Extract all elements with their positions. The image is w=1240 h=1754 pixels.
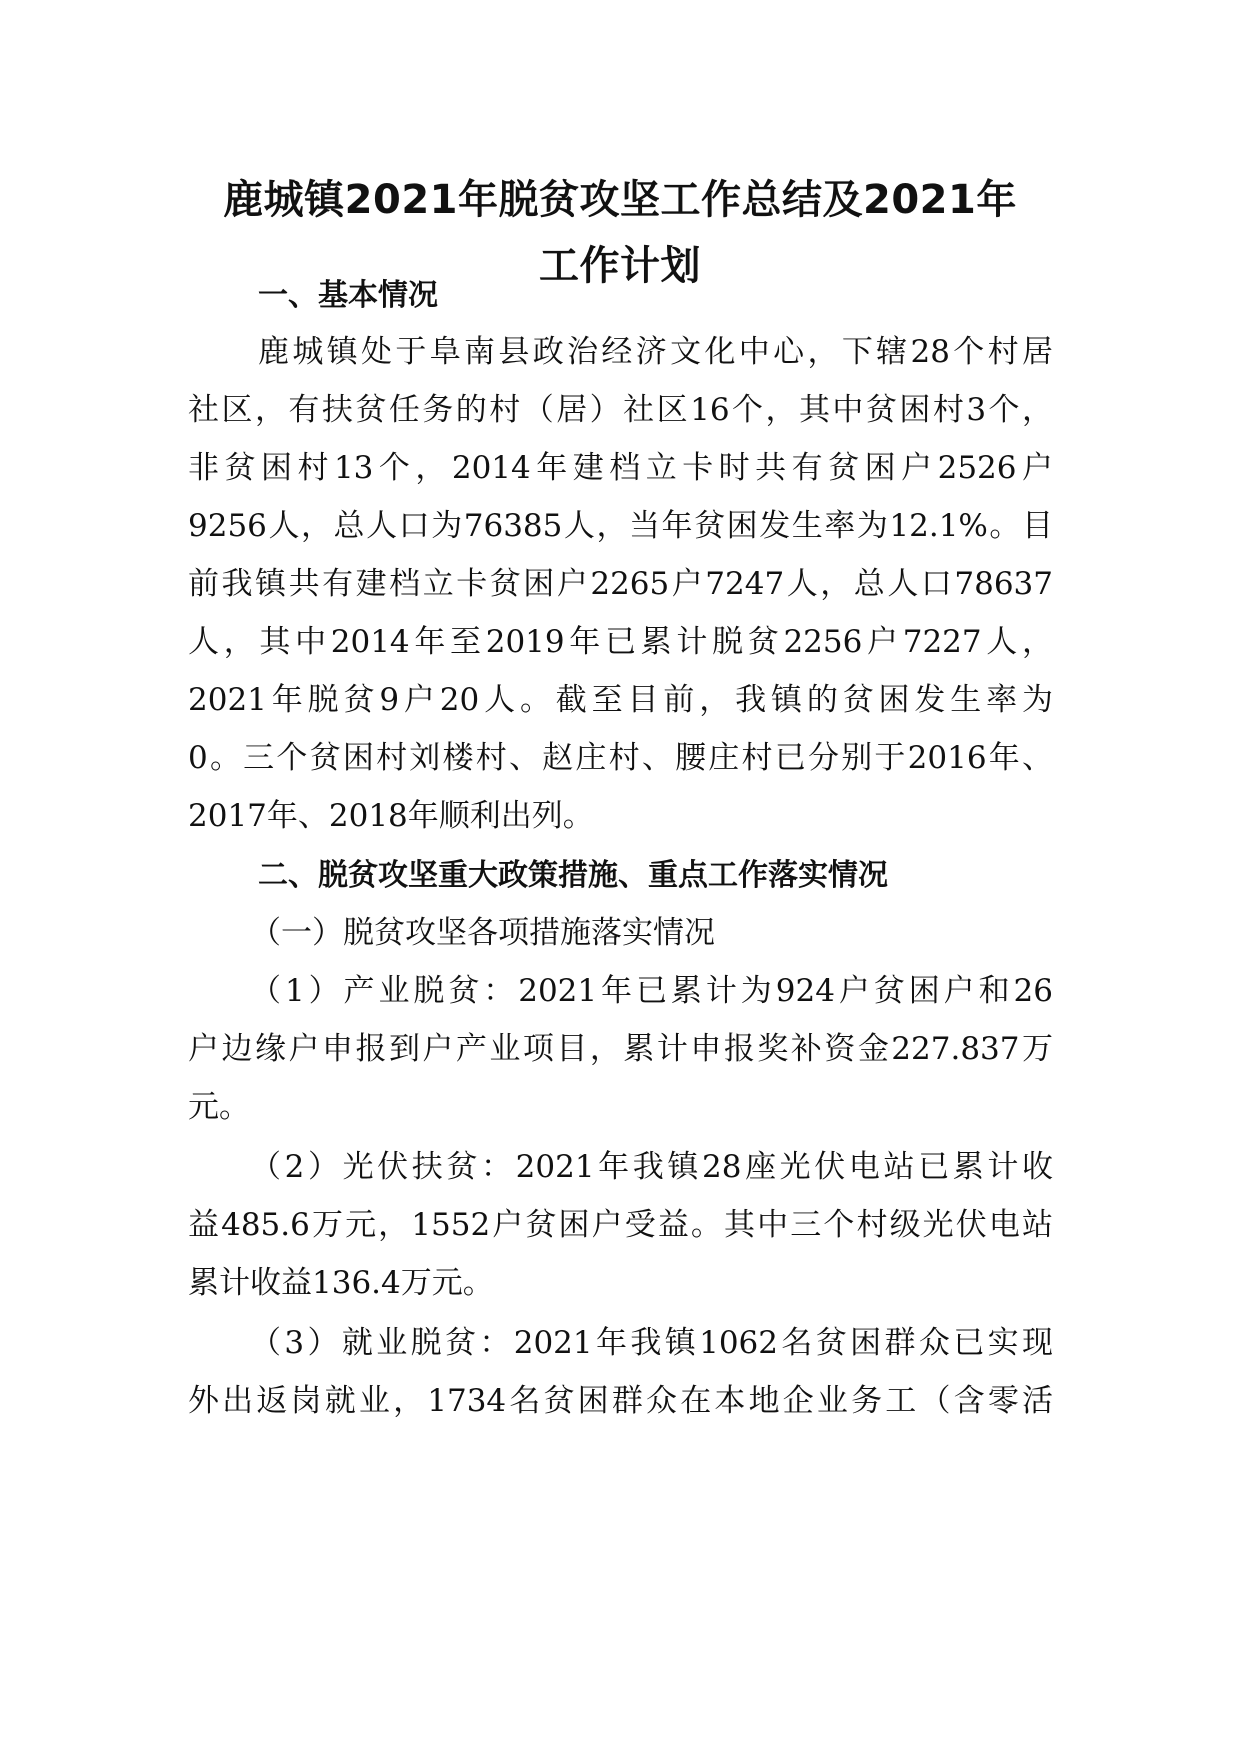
- section-heading-policy-implementation: 二、脱贫攻坚重大政策措施、重点工作落实情况: [258, 858, 888, 893]
- paragraph-line: 前我镇共有建档立卡贫困户2265户7247人，总人口78637: [188, 566, 1053, 602]
- paragraph-line: 0。三个贫困村刘楼村、赵庄村、腰庄村已分别于2016年、: [188, 740, 1053, 776]
- paragraph-line: 9256人，总人口为76385人，当年贫困发生率为12.1%。目: [188, 508, 1053, 544]
- paragraph-line: 非贫困村13个，2014年建档立卡时共有贫困户2526户: [188, 450, 1053, 486]
- paragraph-line: 元。: [188, 1089, 250, 1125]
- subsection-heading: （一）脱贫攻坚各项措施落实情况: [250, 915, 715, 951]
- paragraph-line: （3）就业脱贫：2021年我镇1062名贫困群众已实现: [250, 1325, 1053, 1361]
- paragraph-line: 益485.6万元，1552户贫困户受益。其中三个村级光伏电站: [188, 1207, 1053, 1243]
- paragraph-line: 2017年、2018年顺利出列。: [188, 798, 594, 834]
- paragraph-line: 外出返岗就业，1734名贫困群众在本地企业务工（含零活: [188, 1383, 1053, 1419]
- document-title-line-1: 鹿城镇2021年脱贫攻坚工作总结及2021年: [223, 177, 1017, 223]
- paragraph-line: 社区，有扶贫任务的村（居）社区16个，其中贫困村3个，: [188, 392, 1053, 428]
- paragraph-line: 户边缘户申报到户产业项目，累计申报奖补资金227.837万: [188, 1031, 1053, 1067]
- paragraph-line: 鹿城镇处于阜南县政治经济文化中心，下辖28个村居: [258, 334, 1053, 370]
- paragraph-line: （2）光伏扶贫：2021年我镇28座光伏电站已累计收: [250, 1149, 1053, 1185]
- section-heading-basic-situation: 一、基本情况: [258, 278, 438, 313]
- document-title-line-2: 工作计划: [539, 243, 701, 289]
- paragraph-line: 累计收益136.4万元。: [188, 1265, 494, 1301]
- paragraph-line: 人，其中2014年至2019年已累计脱贫2256户7227人，: [188, 624, 1053, 660]
- paragraph-line: 2021年脱贫9户20人。截至目前，我镇的贫困发生率为: [188, 682, 1053, 718]
- paragraph-line: （1）产业脱贫：2021年已累计为924户贫困户和26: [250, 973, 1053, 1009]
